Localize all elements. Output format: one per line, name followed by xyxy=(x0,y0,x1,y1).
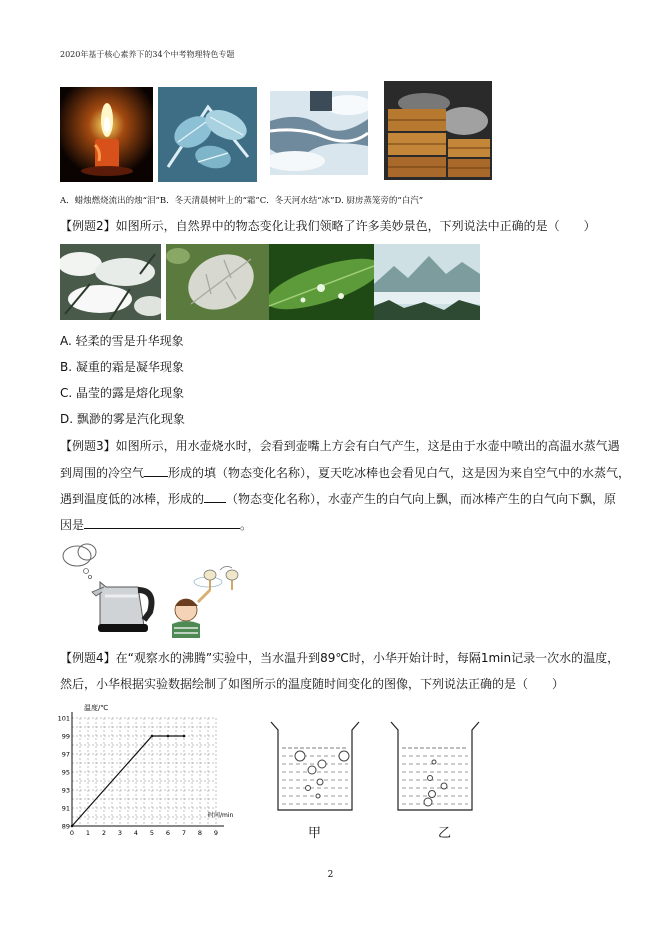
beaker-jia xyxy=(266,718,366,841)
x-tick-label: 6 xyxy=(165,829,171,837)
q3-line-4-start: 因是 xyxy=(60,518,85,532)
beaker-yi-label: 乙 xyxy=(438,826,452,841)
data-point xyxy=(151,735,154,738)
x-tick-label: 3 xyxy=(117,829,123,837)
chart-grid xyxy=(72,718,216,826)
snow-photo xyxy=(60,244,161,320)
data-point xyxy=(71,825,74,828)
q3-blank-1[interactable] xyxy=(144,464,168,477)
x-tick-label: 5 xyxy=(149,829,155,837)
temperature-time-chart xyxy=(58,700,238,848)
data-point xyxy=(183,735,186,738)
x-axis-label: 时间/min xyxy=(208,812,234,819)
x-tick-label: 9 xyxy=(213,829,219,837)
q3-line-2-end: 形成的填（物态变化名称），夏天吃冰棒也会看见白气，这是因为来自空气中的水蒸气， xyxy=(168,466,631,480)
q2-stem: 【例题2】如图所示，自然界中的物态变化让我们领略了许多美妙景色，下列说法中正确的是（ ） xyxy=(60,219,596,233)
steamer-photo xyxy=(384,81,492,180)
frost-leaf-photo xyxy=(158,87,257,182)
y-axis-label: 温度/℃ xyxy=(84,704,109,712)
q2-option-d: D. 飘渺的雾是汽化现象 xyxy=(60,412,185,426)
q1-options-caption: A．蜡烛燃烧流出的烛“泪”B．冬天清晨树叶上的“霜”C．冬天河水结“冰”D. 厨房蒸笼旁的“白汽” xyxy=(60,196,424,206)
y-tick-label: 89 xyxy=(61,822,70,831)
fog-photo xyxy=(374,244,480,320)
q2-option-c: C. 晶莹的露是熔化现象 xyxy=(60,386,185,400)
y-tick-label: 99 xyxy=(61,732,70,741)
x-tick-label: 2 xyxy=(101,829,107,837)
q3-blank-3[interactable] xyxy=(84,516,240,529)
x-tick-label: 0 xyxy=(69,829,75,837)
y-tick-label: 97 xyxy=(61,750,70,759)
beaker-jia-label: 甲 xyxy=(308,826,322,841)
q3-line-2 xyxy=(60,464,630,481)
q3-line-1: 【例题3】如图所示，用水壶烧水时，会看到壶嘴上方会有白气产生，这是由于水壶中喷出的高温水蒸气遇 xyxy=(60,439,620,453)
frost-photo xyxy=(166,244,269,320)
q3-blank-2[interactable] xyxy=(204,490,226,503)
candle-photo xyxy=(60,87,153,182)
page-header: 2020年基于核心素养下的34个中考物理特色专题 xyxy=(60,50,235,59)
q3-line-3 xyxy=(60,490,616,507)
x-tick-label: 1 xyxy=(85,829,91,837)
y-tick-label: 91 xyxy=(61,804,70,813)
q3-line-3-start: 遇到温度低的冰棒，形成的 xyxy=(60,492,205,506)
q3-line-3-end: （物态变化名称），水壶产生的白气向上飘，而冰棒产生的白气向下飘，原 xyxy=(226,492,617,506)
q2-option-a: A. 轻柔的雪是升华现象 xyxy=(60,334,184,348)
y-tick-label: 101 xyxy=(58,714,70,723)
beaker-yi xyxy=(386,718,486,841)
data-point xyxy=(167,735,170,738)
q4-line-1: 【例题4】在“观察水的沸腾”实验中，当水温升到89℃时，小华开始计时，每隔1min记录一次水的温度， xyxy=(60,651,620,665)
q3-line-2-start: 到周围的冷空气 xyxy=(60,466,145,480)
q3-line-4-end: 。 xyxy=(240,518,253,532)
page-number: 2 xyxy=(327,870,334,880)
kettle-illustration xyxy=(60,540,250,640)
q2-option-b: B. 凝重的霜是凝华现象 xyxy=(60,360,184,374)
chart-axes xyxy=(58,712,224,837)
y-tick-label: 93 xyxy=(61,786,70,795)
x-tick-label: 4 xyxy=(133,829,139,837)
y-tick-label: 95 xyxy=(61,768,70,777)
ice-river-photo xyxy=(270,91,368,175)
x-tick-label: 7 xyxy=(181,829,187,837)
dew-photo xyxy=(269,244,374,320)
q3-line-4 xyxy=(60,516,252,533)
x-tick-label: 8 xyxy=(197,829,203,837)
q4-line-2: 然后，小华根据实验数据绘制了如图所示的温度随时间变化的图像，下列说法正确的是（ ） xyxy=(60,677,565,691)
